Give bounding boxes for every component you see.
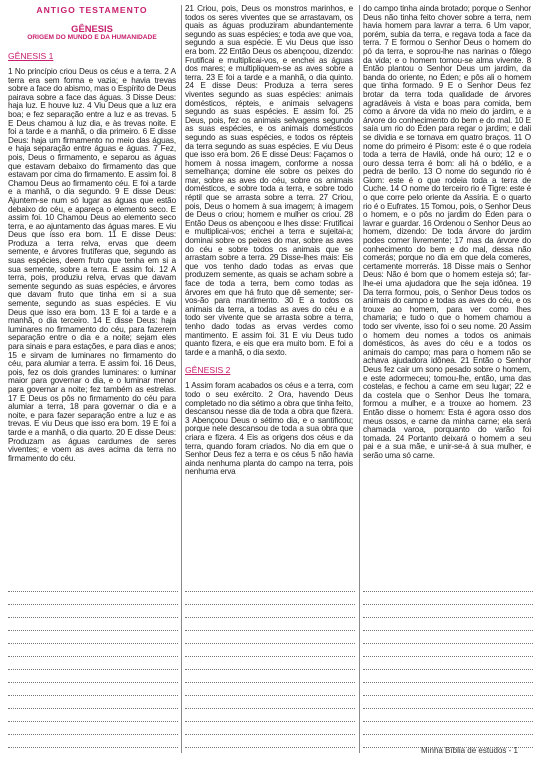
note-line [8,631,178,644]
note-line [185,579,355,592]
note-line [185,618,355,631]
note-line [8,657,178,670]
page [4,5,531,753]
note-line [8,644,178,657]
note-line [363,579,533,592]
testament-title: ANTIGO TESTAMENTO [36,5,148,15]
note-line [185,644,355,657]
note-line [8,735,178,748]
column-separator [359,5,360,753]
note-line [185,709,355,722]
notes-lines [363,579,533,748]
note-line [363,618,533,631]
note-line [8,722,178,735]
note-line [363,709,533,722]
note-line [8,683,178,696]
note-line [363,631,533,644]
note-line [363,696,533,709]
note-line [185,735,355,748]
note-line [8,670,178,683]
note-line [8,605,178,618]
book-title: GÊNESIS [71,23,113,34]
column-separator [181,5,182,753]
note-line [363,683,533,696]
note-line [185,722,355,735]
note-line [363,670,533,683]
notes-lines [8,579,178,748]
note-line [8,709,178,722]
note-line [363,605,533,618]
note-line [363,644,533,657]
note-line [185,657,355,670]
note-line [8,618,178,631]
chapter-2-heading: GÊNESIS 2 [185,365,231,376]
column-2 [185,5,353,577]
column-3 [363,5,531,577]
note-line [8,579,178,592]
note-line [185,605,355,618]
column-1 [8,5,176,577]
notes-lines [185,579,355,748]
note-line [363,592,533,605]
note-line [185,631,355,644]
note-line [8,696,178,709]
page-footer: Minha Bíblia de estudos - 1 [421,746,518,755]
note-line [185,670,355,683]
note-line [363,722,533,735]
note-line [185,683,355,696]
chapter-1-heading: GÊNESIS 1 [8,51,54,61]
note-line [185,592,355,605]
book-header [8,5,176,41]
chapter-2-text: 1 Assim foram acabados os céus e a terra, com todo o seu exército. 2 Ora, havendo Deus completado no dia sétimo a obra que tinha feito, descansou nesse dia de toda a obra que fizera. 3 Abençoou Deus o sétimo dia, e o santificou; porque nele descansou de toda a sua obra que criara e fizera. 4 Eis as origens dos céus e da terra, quando foram criados. No dia em que o Senhor Deus fez a terra e os céus 5 não havia ainda nenhuma planta do campo na terra, pois nenhuma erva [185,381,353,477]
note-line [363,657,533,670]
book-subtitle: ORIGEM DO MUNDO E DA HUMANIDADE [27,34,157,41]
note-line [8,592,178,605]
chapter-2-continued-text: do campo tinha ainda brotado; porque o Senhor Deus não tinha feito chover sobre a terra, nem havia homem para lavrar a terra. 6 Um vapor, porém, subia da terra, e regava toda a face da terra. 7 E formou o Senhor Deus o homem do pó da terra, e soprou-lhe nas narinas o fôlego da vida; e o homem tornou-se alma vivente. 8 Então plantou o Senhor Deus um jardim, da banda do oriente, no Éden; e pôs ali o homem que tinha formado. 9 E o Senhor Deus fez brotar da terra toda qualidade de árvores agradáveis à vista e boas para comida, bem como a árvore da vida no meio do jardim, e a árvore do conhecimento do bem e do mal. 10 E saía um rio do Éden para regar o jardim; e dali se dividia e se tornava em quatro braços. 11 O nome do primeiro é Pisom: este é o que rodeia toda a terra de Havilá, onde há ouro; 12 e o ouro dessa terra é bom: ali há o bdélio, e a pedra de berilo. 13 O nome do segundo rio é Giom: este é o que rodeia toda a terra de Cuche. 14 O nome do terceiro rio é Tigre: este é o que corre pelo oriente da Assíria. E o quarto rio é o Eufrates. 15 Tomou, pois, o Senhor Deus o homem, e o pôs no jardim do Éden para o lavrar e guardar. 16 Ordenou o Senhor Deus ao homem, dizendo: De toda árvore do jardim podes comer livremente; 17 mas da árvore do conhecimento do bem e do mal, dessa não comerás; porque no dia em que dela comeres, certamente morrerás. 18 Disse mais o Senhor Deus: Não é bom que o homem esteja só; far-lhe-ei uma ajudadora que lhe seja idônea. 19 Da terra formou, pois, o Senhor Deus todos os animais do campo e todas as aves do céu, e os trouxe ao homem, para ver como lhes chamaria; e tudo o que o homem chamou a todo ser vivente, isso foi o seu nome. 20 Assim o homem deu nomes a todos os animais domésticos, às aves do céu e a todos os animais do campo; mas para o homem não se achava ajudadora idônea. 21 Então o Senhor Deus fez cair um sono pesado sobre o homem, e este adormeceu; tomou-lhe, então, uma das costelas, e fechou a carne em seu lugar; 22 e da costela que o Senhor Deus lhe tomara, formou a mulher, e a trouxe ao homem. 23 Então disse o homem: Esta é agora osso dos meus ossos, e carne da minha carne; ela será chamada varoa, porquanto do varão foi tomada. 24 Portanto deixará o homem a seu pai e a sua mãe, e unir-se-á à sua mulher, e serão uma só carne. [363,5,531,460]
chapter-1-continued-text: 21 Criou, pois, Deus os monstros marinhos, e todos os seres viventes que se arrastavam, os quais as águas produziram abundantemente segundo as suas espécies; e toda ave que voa, segundo a sua espécie. E viu Deus que isso era bom. 22 Então Deus os abençoou, dizendo: Frutificai e multiplicai-vos, e enchei as águas dos mares; e multipliquem-se as aves sobre a terra. 23 E foi a tarde e a manhã, o dia quinto. 24 E disse Deus: Produza a terra seres viventes segundo as suas espécies: animais domésticos, répteis, e animais selvagens segundo as suas espécies. E assim foi. 25 Deus, pois, fez os animais selvagens segundo as suas espécies, e os animais domésticos segundo as suas espécies, e todos os répteis da terra segundo as suas espécies. E viu Deus que isso era bom. 26 E disse Deus: Façamos o homem à nossa imagem, conforme a nossa semelhança; domine ele sobre os peixes do mar, sobre as aves do céu, sobre os animais domésticos, e sobre toda a terra, e sobre todo réptil que se arrasta sobre a terra. 27 Criou, pois, Deus o homem à sua imagem; à imagem de Deus o criou; homem e mulher os criou. 28 Então Deus os abençoou e lhes disse: Frutificai e multiplicai-vos; enchei a terra e sujeitai-a; dominai sobre os peixes do mar, sobre as aves do céu e sobre todos os animais que se arrastam sobre a terra. 29 Disse-lhes mais: Eis que vos tenho dado todas as ervas que produzem semente, as quais se acham sobre a face de toda a terra, bem como todas as árvores em que há fruto que dê semente; ser-vos-ão para mantimento. 30 E a todos os animais da terra, a todas as aves do céu e a todo ser vivente que se arrasta sobre a terra, tenho dado todas as ervas verdes como mantimento. E assim foi. 31 E viu Deus tudo quanto fizera, e eis que era muito bom. E foi a tarde e a manhã, o dia sexto. [185,5,353,357]
chapter-1-text: 1 No princípio criou Deus os céus e a terra. 2 A terra era sem forma e vazia; e havia trevas sobre a face do abismo, mas o Espírito de Deus pairava sobre a face das águas. 3 Disse Deus: haja luz. E houve luz. 4 Viu Deus que a luz era boa; e fez separação entre a luz e as trevas. 5 E Deus chamou à luz dia, e às trevas noite. E foi a tarde e a manhã, o dia primeiro. 6 E disse Deus: haja um firmamento no meio das águas, e haja separação entre águas e águas. 7 Fez, pois, Deus o firmamento, e separou as águas que estavam debaixo do firmamento das que estavam por cima do firmamento. E assim foi. 8 Chamou Deus ao firmamento céu. E foi a tarde e a manhã, o dia segundo. 9 E disse Deus: Ajuntem-se num só lugar as águas que estão debaixo do céu, e apareça o elemento seco. E assim foi. 10 Chamou Deus ao elemento seco terra, e ao ajuntamento das águas mares. E viu Deus que isso era bom. 11 E disse Deus: Produza a terra relva, ervas que deem semente, e árvores frutíferas que, segundo as suas espécies, deem fruto que tenha em si a sua semente, sobre a terra. E assim foi. 12 A terra, pois, produziu relva, ervas que davam semente segundo as suas espécies, e árvores que davam fruto que tinha em si a sua semente, segundo as suas espécies. E viu Deus que isso era bom. 13 E foi a tarde e a manhã, o dia terceiro. 14 E disse Deus: haja luminares no firmamento do céu, para fazerem separação entre o dia e a noite; sejam eles para sinais e para estações, e para dias e anos; 15 e sirvam de luminares no firmamento do céu, para alumiar a terra. E assim foi. 16 Deus, pois, fez os dois grandes luminares: o luminar maior para governar o dia, e o luminar menor para governar a noite; fez também as estrelas. 17 E Deus os pôs no firmamento do céu para alumiar a terra, 18 para governar o dia e a noite, e para fazer separação entre a luz e as trevas. E viu Deus que isso era bom. 19 E foi a tarde e a manhã, o dia quarto. 20 E disse Deus: Produzam as águas cardumes de seres viventes; e voem as aves acima da terra no firmamento do céu. [8,67,176,463]
note-line [185,696,355,709]
